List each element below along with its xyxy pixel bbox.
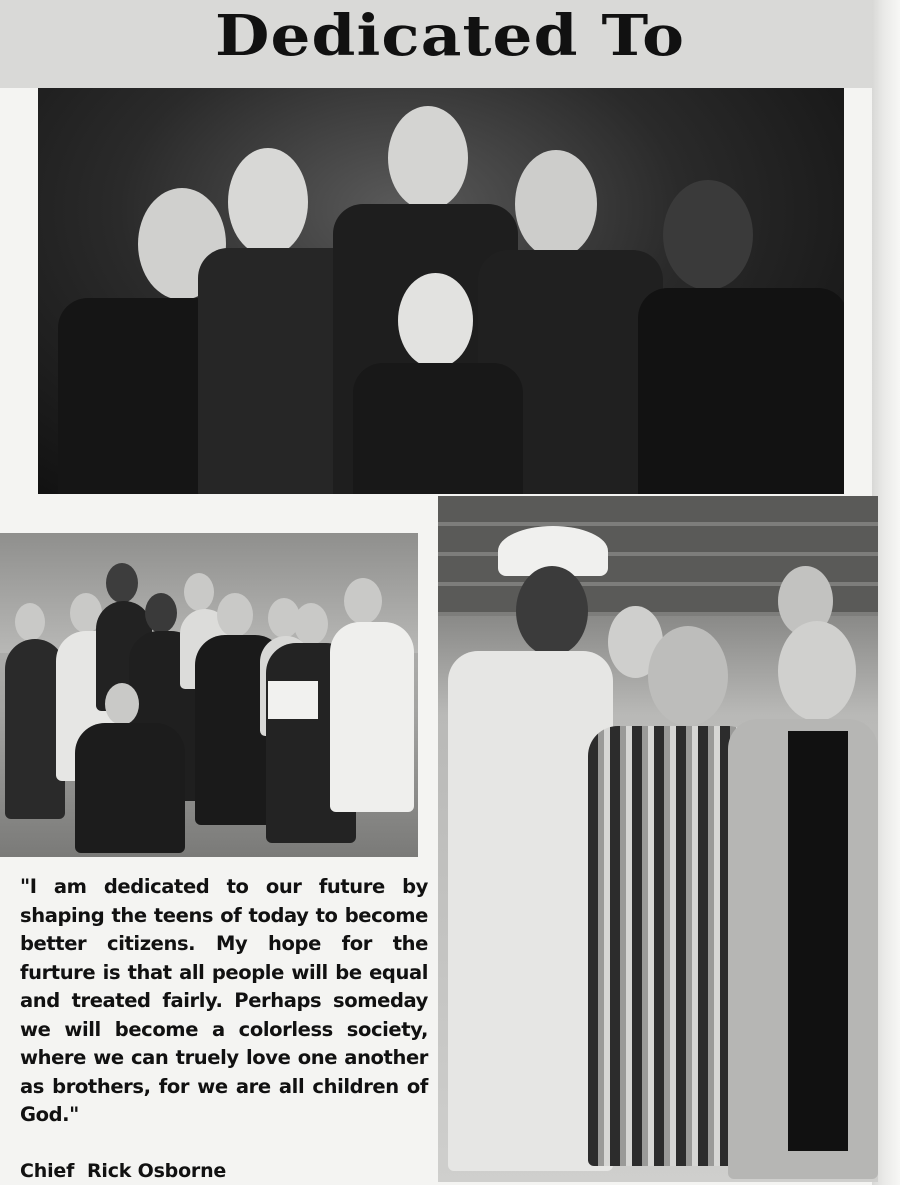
- dedication-quote: "I am dedicated to our future by shaping the teens of today to become better citizens. My hope for the furture is that all people will be equal and treated fairly. Perhaps someday we will become a colorless society, where we can truely love one another as brothers, for we are all children of God.": [20, 875, 428, 1126]
- group-photo-formal: [38, 88, 844, 494]
- page-title: Dedicated To: [214, 3, 686, 69]
- festival-photo: [438, 496, 878, 1182]
- group-photo-cadets: [0, 533, 418, 857]
- quote-author: Chief Rick Osborne: [20, 1160, 227, 1182]
